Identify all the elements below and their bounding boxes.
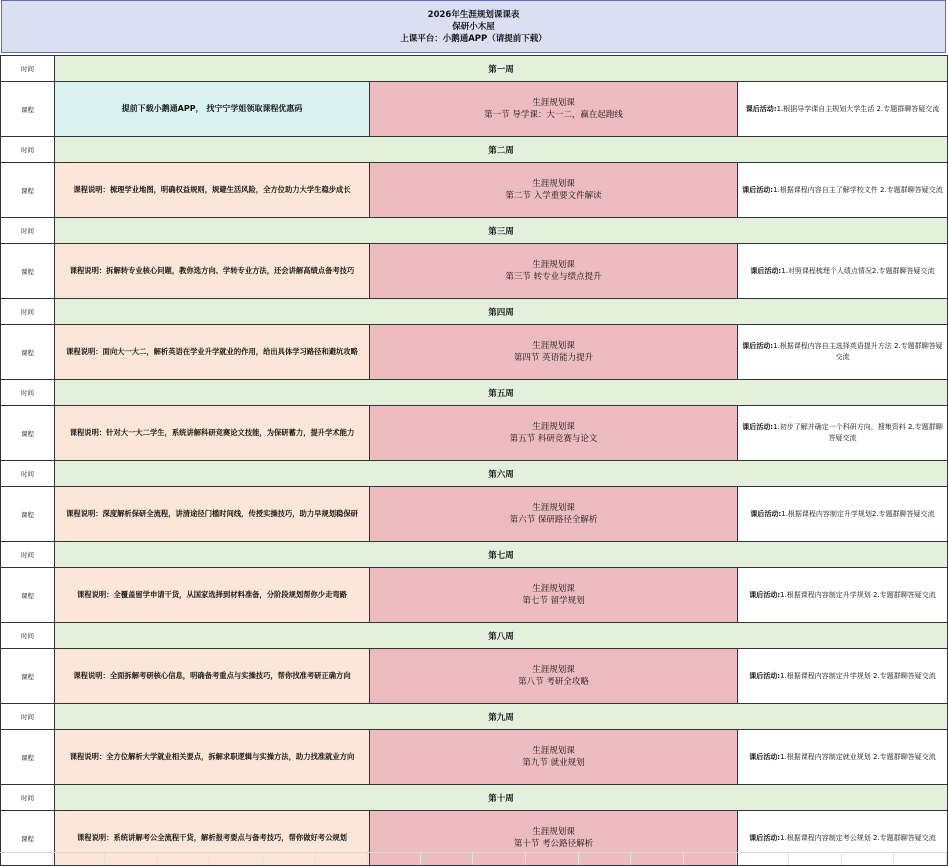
after-class-activity bbox=[738, 163, 948, 218]
activity-text: 1.根据课程内容制定升学规划2.专题群聊答疑交流 bbox=[781, 509, 935, 518]
course-description: 课程说明：面向大一大二，解析英语在学业升学就业的作用，给出具体学习路径和避坑攻略 bbox=[55, 325, 370, 380]
lesson-cell bbox=[370, 406, 738, 461]
time-label: 时间 bbox=[1, 218, 55, 244]
activity-label: 课后活动: bbox=[750, 509, 782, 518]
course-label: 课程 bbox=[1, 163, 55, 218]
course-label: 课程 bbox=[1, 730, 55, 785]
course-label: 课程 bbox=[1, 82, 55, 137]
week-title: 第五周 bbox=[55, 380, 948, 406]
week-title: 第四周 bbox=[55, 299, 948, 325]
activity-text: 1.根据课程内容制定升学规划 2.专题群聊答疑交流 bbox=[780, 590, 936, 599]
lesson-title: 第六节 保研路径全解析 bbox=[509, 515, 598, 525]
time-label: 时间 bbox=[1, 56, 55, 82]
activity-label: 课后活动: bbox=[749, 671, 781, 680]
week-title: 第八周 bbox=[55, 623, 948, 649]
time-label: 时间 bbox=[1, 623, 55, 649]
lesson-cell bbox=[370, 649, 738, 704]
time-label: 时间 bbox=[1, 785, 55, 811]
week-title: 第六周 bbox=[55, 461, 948, 487]
week-header-row bbox=[1, 623, 948, 649]
course-description: 课程说明：针对大一大二学生，系统讲解科研竞赛论文技能，为保研蓄力，提升学术能力 bbox=[55, 406, 370, 461]
course-label: 课程 bbox=[1, 325, 55, 380]
lesson-cell bbox=[370, 487, 738, 542]
activity-text: 1.根据课程内容制定升学规划 2.专题群聊答疑交流 bbox=[780, 671, 936, 680]
lesson-title: 第三节 转专业与绩点提升 bbox=[505, 272, 602, 282]
time-label: 时间 bbox=[1, 299, 55, 325]
course-row bbox=[1, 730, 948, 785]
course-description: 课程说明：拆解转专业核心问题，教你选方向、学转专业方法，还会讲解高绩点备考技巧 bbox=[55, 244, 370, 299]
activity-label: 课后活动: bbox=[742, 342, 774, 350]
lesson-cell bbox=[370, 163, 738, 218]
week-header-row bbox=[1, 785, 948, 811]
course-label: 课程 bbox=[1, 487, 55, 542]
course-row bbox=[1, 487, 948, 542]
course-row bbox=[1, 406, 948, 461]
course-label: 课程 bbox=[1, 649, 55, 704]
course-name: 生涯规划课 bbox=[532, 665, 575, 675]
course-name: 生涯规划课 bbox=[532, 179, 575, 189]
time-label: 时间 bbox=[1, 137, 55, 163]
activity-label: 课后活动: bbox=[745, 104, 777, 113]
course-description: 课程说明：全面拆解考研核心信息，明确备考重点与实操技巧，帮你找准考研正确方向 bbox=[55, 649, 370, 704]
activity-text: 1.根据课程内容自主选择英语提升方法 2.专题群聊答疑交流 bbox=[773, 342, 943, 361]
after-class-activity bbox=[738, 568, 948, 623]
activity-label: 课后活动: bbox=[749, 590, 781, 599]
course-row bbox=[1, 325, 948, 380]
week-header-row bbox=[1, 299, 948, 325]
course-label: 课程 bbox=[1, 568, 55, 623]
week-title: 第九周 bbox=[55, 704, 948, 730]
week-header-row bbox=[1, 137, 948, 163]
activity-label: 课后活动: bbox=[749, 833, 781, 842]
course-name: 生涯规划课 bbox=[532, 584, 575, 594]
time-label: 时间 bbox=[1, 461, 55, 487]
lesson-title: 第七节 留学规划 bbox=[522, 596, 585, 606]
lesson-cell bbox=[370, 568, 738, 623]
schedule-title: 2026年生涯规划课课表 bbox=[427, 9, 520, 20]
course-name: 生涯规划课 bbox=[532, 260, 575, 270]
week-header-row bbox=[1, 218, 948, 244]
after-class-activity bbox=[738, 82, 948, 137]
empty-grid-row bbox=[0, 852, 947, 865]
lesson-title: 第二节 入学重要文件解读 bbox=[505, 191, 602, 201]
lesson-title: 第四节 英语能力提升 bbox=[513, 353, 594, 363]
week-header-row bbox=[1, 542, 948, 568]
lesson-cell bbox=[370, 82, 738, 137]
week-title: 第十周 bbox=[55, 785, 948, 811]
course-description: 课程说明：系统讲解考公全流程干货，解析报考要点与备考技巧，帮你做好考公规划 bbox=[55, 811, 370, 866]
course-name: 生涯规划课 bbox=[532, 827, 575, 837]
course-description: 课程说明：深度解析保研全流程，讲清途径门槛时间线，传授实操技巧，助力早规划稳保研 bbox=[55, 487, 370, 542]
schedule-header bbox=[1, 0, 946, 53]
course-name: 生涯规划课 bbox=[532, 503, 575, 513]
after-class-activity bbox=[738, 406, 948, 461]
organization-name: 保研小木屋 bbox=[452, 21, 495, 32]
after-class-activity bbox=[738, 649, 948, 704]
course-row bbox=[1, 163, 948, 218]
week-title: 第七周 bbox=[55, 542, 948, 568]
course-row bbox=[1, 649, 948, 704]
after-class-activity bbox=[738, 244, 948, 299]
activity-label: 课后活动: bbox=[750, 266, 782, 275]
lesson-title: 第八节 考研全攻略 bbox=[518, 677, 589, 687]
activity-label: 课后活动: bbox=[742, 185, 774, 194]
lesson-cell bbox=[370, 325, 738, 380]
course-description: 课程说明：梳理学业地图，明确权益规则，规避生活风险，全方位助力大学生稳步成长 bbox=[55, 163, 370, 218]
course-description: 课程说明：全覆盖留学申请干货，从国家选择到材料准备，分阶段规划帮你少走弯路 bbox=[55, 568, 370, 623]
week-header-row bbox=[1, 704, 948, 730]
course-name: 生涯规划课 bbox=[532, 746, 575, 756]
course-row bbox=[1, 244, 948, 299]
week-header-row bbox=[1, 56, 948, 82]
after-class-activity bbox=[738, 325, 948, 380]
course-label: 课程 bbox=[1, 811, 55, 866]
lesson-cell bbox=[370, 244, 738, 299]
lesson-title: 第九节 就业规划 bbox=[522, 758, 585, 768]
course-name: 生涯规划课 bbox=[532, 341, 575, 351]
platform-note: 上课平台：小鹅通APP（请提前下载） bbox=[400, 33, 547, 44]
course-name: 生涯规划课 bbox=[532, 422, 575, 432]
schedule-table bbox=[0, 55, 948, 866]
time-label: 时间 bbox=[1, 380, 55, 406]
course-row bbox=[1, 82, 948, 137]
time-label: 时间 bbox=[1, 542, 55, 568]
after-class-activity bbox=[738, 487, 948, 542]
week-title: 第二周 bbox=[55, 137, 948, 163]
activity-label: 课后活动: bbox=[742, 423, 774, 431]
time-label: 时间 bbox=[1, 704, 55, 730]
after-class-activity bbox=[738, 730, 948, 785]
lesson-title: 第五节 科研竞赛与论文 bbox=[509, 434, 598, 444]
course-row bbox=[1, 568, 948, 623]
course-label: 课程 bbox=[1, 406, 55, 461]
week-title: 第三周 bbox=[55, 218, 948, 244]
activity-text: 1.根据课程内容制定考公规划 2.专题群聊答疑交流 bbox=[780, 833, 936, 842]
course-label: 课程 bbox=[1, 244, 55, 299]
course-description: 提前下载小鹅通APP， 找宁宁学姐领取课程优惠码 bbox=[55, 82, 370, 137]
course-description: 课程说明：全方位解析大学就业相关要点，拆解求职逻辑与实操方法，助力找准就业方向 bbox=[55, 730, 370, 785]
activity-text: 1.对照课程梳理个人绩点情况2.专题群聊答疑交流 bbox=[781, 266, 935, 275]
week-header-row bbox=[1, 380, 948, 406]
lesson-cell bbox=[370, 730, 738, 785]
course-name: 生涯规划课 bbox=[532, 98, 575, 108]
activity-text: 1.根据课程内容自主了解学校文件 2.专题群聊答疑交流 bbox=[773, 185, 943, 194]
lesson-title: 第一节 导学课：大一二，赢在起跑线 bbox=[484, 110, 623, 120]
activity-text: 1.根据课程内容制定就业规划 2.专题群聊答疑交流 bbox=[780, 752, 936, 761]
lesson-title: 第十节 考公路径解析 bbox=[513, 839, 594, 849]
week-header-row bbox=[1, 461, 948, 487]
activity-label: 课后活动: bbox=[749, 752, 781, 761]
week-title: 第一周 bbox=[55, 56, 948, 82]
activity-text: 1.初步了解并确定一个科研方向，搜集资料 2.专题群聊答疑交流 bbox=[773, 423, 943, 442]
activity-text: 1.根据导学课自主规划大学生活 2.专题群聊答疑交流 bbox=[776, 104, 940, 113]
